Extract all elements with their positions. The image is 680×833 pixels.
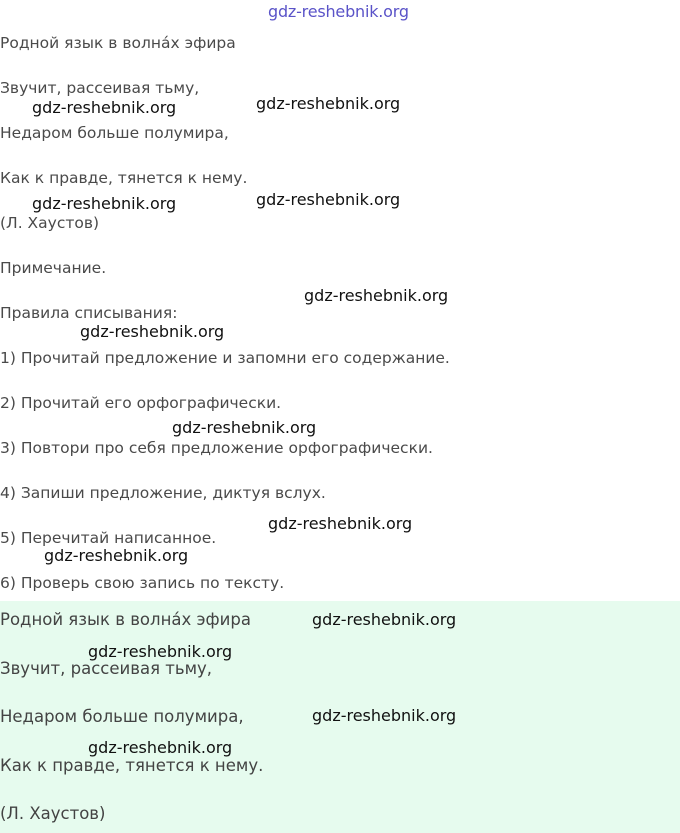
rule-item: 3) Повтори про себя предложение орфографически.: [0, 439, 433, 457]
answer-poem-line-1: Родной язык в волна́х эфира: [0, 610, 251, 629]
poem-line-2: Звучит, рассеивая тьму,: [0, 79, 200, 97]
watermark: gdz-reshebnik.org: [88, 642, 233, 661]
answer-poem-line-2: Звучит, рассеивая тьму,: [0, 659, 213, 678]
answer-poem-line-4: Как к правде, тянется к нему.: [0, 756, 264, 775]
watermark: gdz-reshebnik.org: [32, 194, 177, 213]
rule-item: 6) Проверь свою запись по тексту.: [0, 574, 285, 592]
poem-line-1: Родной язык в волна́х эфира: [0, 34, 236, 52]
site-watermark: gdz-reshebnik.org: [268, 2, 409, 21]
watermark: gdz-reshebnik.org: [44, 546, 189, 565]
rules-title: Правила списывания:: [0, 304, 178, 322]
watermark: gdz-reshebnik.org: [268, 514, 413, 533]
watermark: gdz-reshebnik.org: [304, 286, 449, 305]
poem-author: (Л. Хаустов): [0, 214, 100, 232]
rule-item: 5) Перечитай написанное.: [0, 529, 217, 547]
watermark: gdz-reshebnik.org: [312, 610, 457, 629]
rule-item: 1) Прочитай предложение и запомни его содержание.: [0, 349, 450, 367]
rule-item: 2) Прочитай его орфографически.: [0, 394, 282, 412]
watermark: gdz-reshebnik.org: [80, 322, 225, 341]
watermark: gdz-reshebnik.org: [32, 98, 177, 117]
watermark: gdz-reshebnik.org: [88, 738, 233, 757]
watermark: gdz-reshebnik.org: [312, 706, 457, 725]
note-label: Примечание.: [0, 259, 107, 277]
answer-poem-line-3: Недаром больше полумира,: [0, 707, 244, 726]
watermark: gdz-reshebnik.org: [256, 190, 401, 209]
rule-item: 4) Запиши предложение, диктуя вслух.: [0, 484, 326, 502]
watermark: gdz-reshebnik.org: [256, 94, 401, 113]
poem-line-4: Как к правде, тянется к нему.: [0, 169, 248, 187]
watermark: gdz-reshebnik.org: [172, 418, 317, 437]
poem-line-3: Недаром больше полумира,: [0, 124, 229, 142]
answer-poem-author: (Л. Хаустов): [0, 804, 106, 823]
